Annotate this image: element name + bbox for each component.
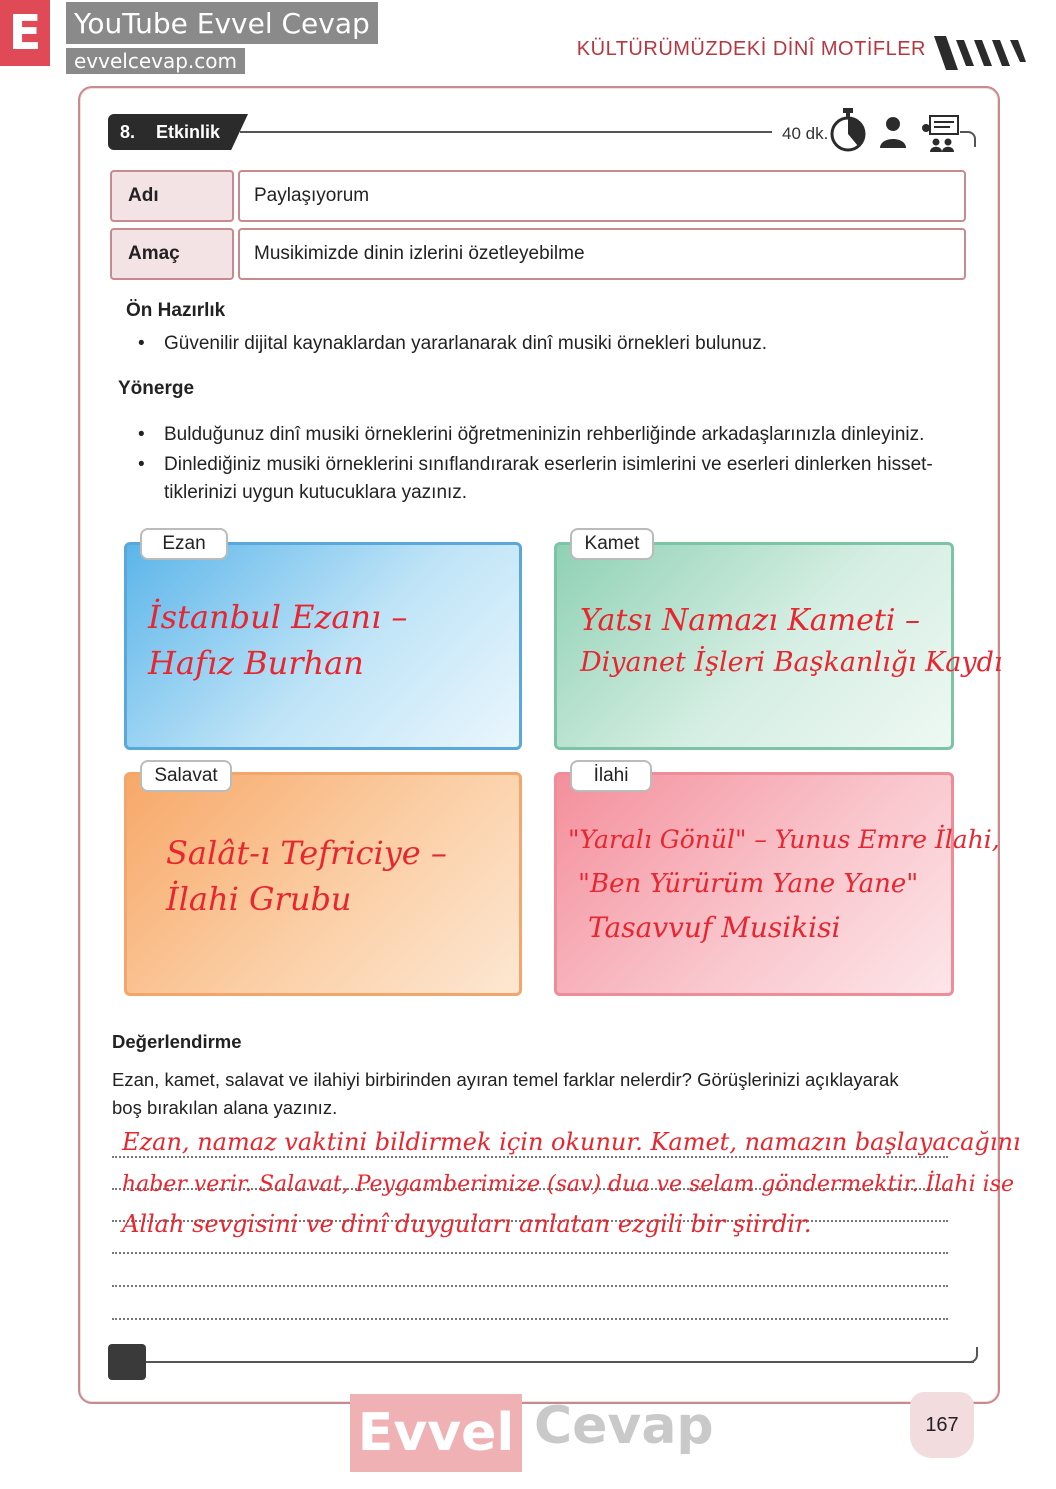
goal-key: Amaç xyxy=(110,228,234,280)
answer-line[interactable] xyxy=(112,1318,948,1320)
ilahi-label: İlahi xyxy=(570,760,652,792)
footer-rule xyxy=(146,1361,974,1363)
activity-label: Etkinlik xyxy=(156,122,221,142)
header-rule-corner xyxy=(960,131,976,147)
stripes-decoration-icon xyxy=(934,36,1026,70)
evaluation-question xyxy=(112,1066,952,1122)
person-icon xyxy=(878,116,908,148)
ezan-label: Ezan xyxy=(140,528,228,560)
ilahi-answer-line: "Yaralı Gönül" – Yunus Emre İlahi, xyxy=(568,825,1000,854)
instructions-heading: Yönerge xyxy=(118,378,195,399)
evaluation-heading: Değerlendirme xyxy=(112,1031,242,1052)
channel-name: YouTube Evvel Cevap xyxy=(66,2,378,44)
answer-line[interactable] xyxy=(112,1156,948,1158)
instruction-item-continued: tiklerinizi uygun kutucuklara yazınız. xyxy=(164,482,468,503)
site-url[interactable]: evvelcevap.com xyxy=(66,48,245,74)
ezan-answer-line: İstanbul Ezanı – xyxy=(148,598,408,636)
name-value: Paylaşıyorum xyxy=(238,170,966,222)
name-key: Adı xyxy=(110,170,234,222)
preparation-heading: Ön Hazırlık xyxy=(126,300,226,321)
salavat-label: Salavat xyxy=(140,760,232,792)
unit-title: KÜLTÜRÜMÜZDEKİ DİNÎ MOTİFLER xyxy=(576,38,926,60)
header-rule xyxy=(240,131,772,133)
classroom-icon xyxy=(920,114,960,152)
kamet-answer-line: Diyanet İşleri Başkanlığı Kaydı xyxy=(580,647,1003,678)
watermark-evvel: Evvel xyxy=(350,1394,522,1472)
evaluation-question-line: Ezan, kamet, salavat ve ilahiyi birbirinden ayıran temel farklar nelerdir? Görüşlerinizi açıklayarak xyxy=(112,1069,899,1090)
preparation-item: • Güvenilir dijital kaynaklardan yararlanarak dinî musiki örnekleri bulunuz. xyxy=(164,329,767,358)
watermark-cevap: Cevap xyxy=(534,1396,714,1456)
brand-logo: E xyxy=(0,0,50,66)
kamet-label: Kamet xyxy=(570,528,654,560)
evaluation-question-line: boş bırakılan alana yazınız. xyxy=(112,1097,338,1118)
instruction-item: • Bulduğunuz dinî musiki örneklerini öğretmeninizin rehberliğinde arkadaşlarınızla dinleyiniz. xyxy=(164,420,924,449)
answer-line[interactable] xyxy=(112,1252,948,1254)
evaluation-answer-line: Allah sevgisini ve dinî duyguları anlatan ezgili bir şiirdir. xyxy=(122,1210,812,1238)
evaluation-answer-line: haber verir. Salavat, Peygamberimize (sav) dua ve selam göndermektir. İlahi ise xyxy=(122,1172,1014,1197)
answer-line[interactable] xyxy=(112,1285,948,1287)
goal-value: Musikimizde dinin izlerini özetleyebilme xyxy=(238,228,966,280)
footer-rule-corner xyxy=(962,1347,978,1363)
salavat-answer-line: Salât-ı Tefriciye – xyxy=(166,834,447,872)
footer-marker xyxy=(108,1344,146,1380)
ilahi-answer-line: "Ben Yürürüm Yane Yane" xyxy=(578,869,919,899)
ilahi-answer-line: Tasavvuf Musikisi xyxy=(588,911,841,944)
kamet-answer-line: Yatsı Namazı Kameti – xyxy=(580,603,921,638)
salavat-answer-line: İlahi Grubu xyxy=(166,880,352,918)
ezan-answer-line: Hafız Burhan xyxy=(148,644,364,682)
activity-number: 8. xyxy=(120,122,136,142)
instruction-item: • Dinlediğiniz musiki örneklerini sınıflandırarak eserlerin isimlerini ve eserleri dinlerken hisset- xyxy=(164,450,933,479)
duration: 40 dk. xyxy=(782,124,829,143)
timer-icon xyxy=(828,108,868,154)
page-number: 167 xyxy=(910,1392,974,1458)
evaluation-answer-line: Ezan, namaz vaktini bildirmek için okunur. Kamet, namazın başlayacağını xyxy=(122,1128,1021,1156)
